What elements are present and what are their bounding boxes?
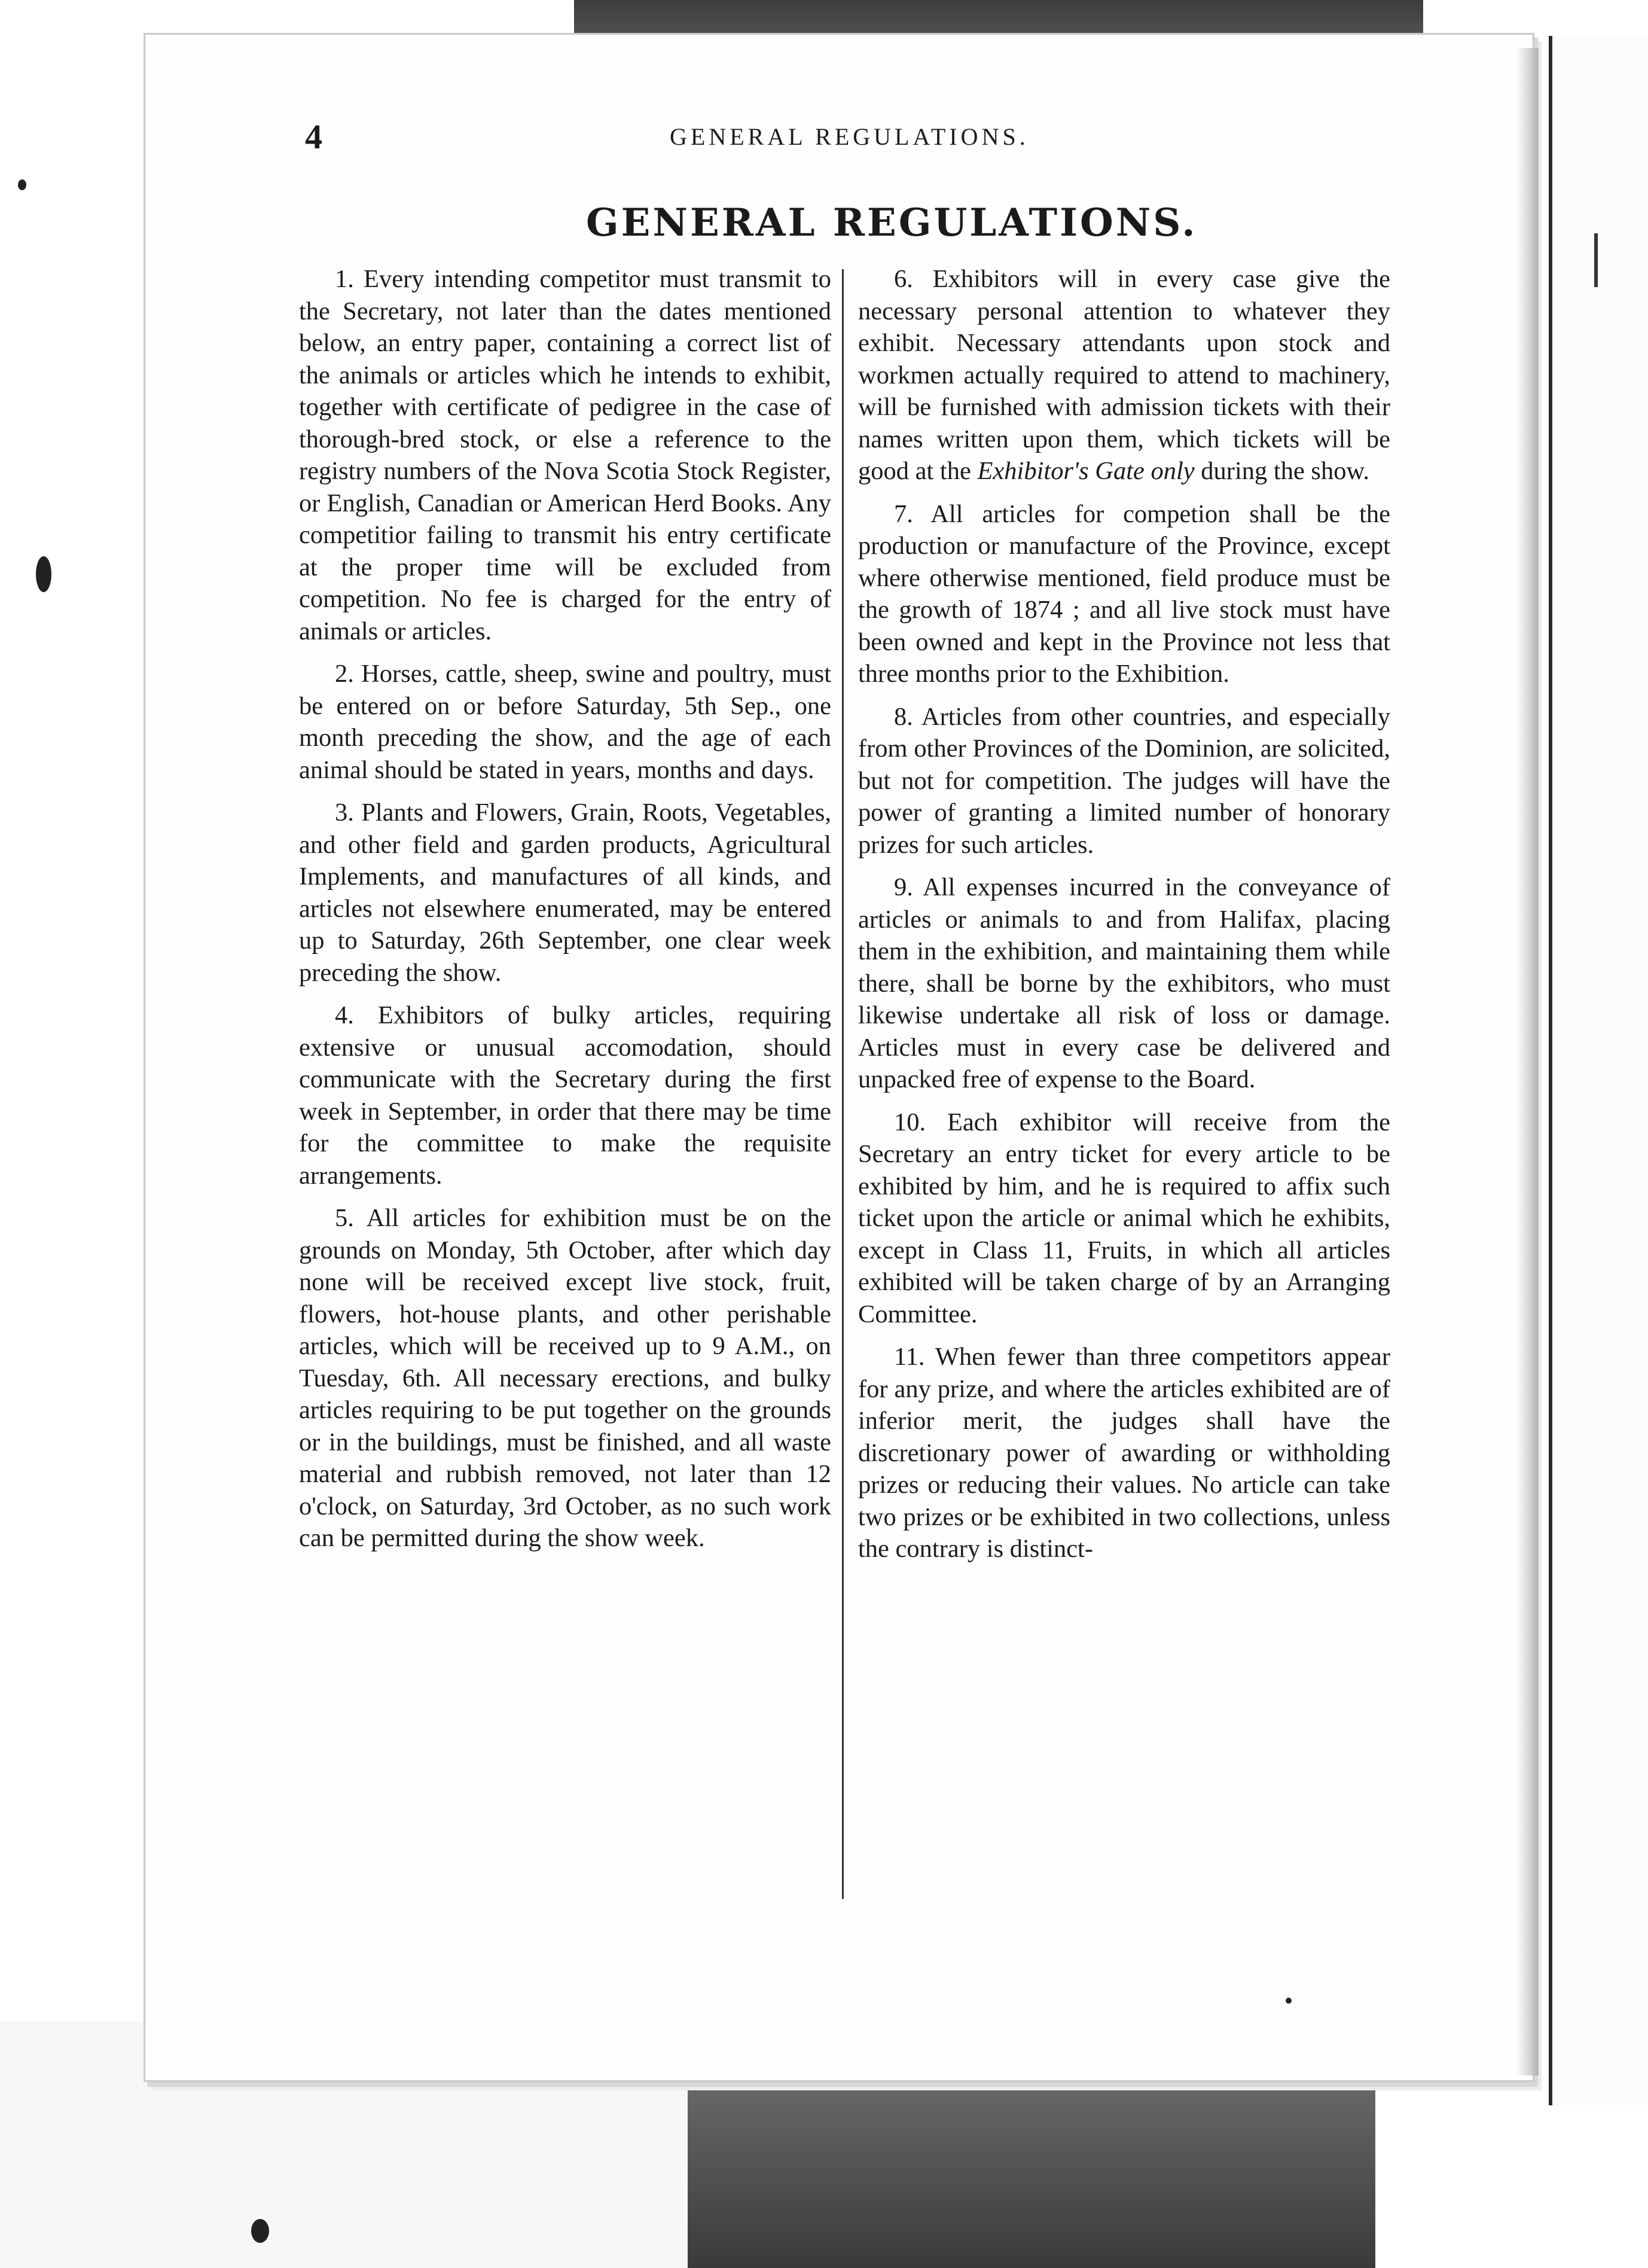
regulation-6-italic: Exhibitor's Gate only — [977, 457, 1195, 485]
running-head: GENERAL REGULATIONS. — [670, 123, 1029, 150]
scan-speck — [36, 556, 51, 592]
page-spine-shadow — [1516, 48, 1539, 2075]
regulation-10: 10. Each exhibitor will receive from the Secretary an entry ticket for every article to be exhibited by him, and he is required to affix such ticket upon the article or animal which he exhibits, except in Class 11, Fruits, in which all articles exhibited will be taken charge of by an Arranging Committee. — [858, 1108, 1390, 1328]
regulation-6-text: 6. Exhibitors will in every case give the necessary personal attention to whatever they exhibit. Necessary attendants upon stock and workmen actually required to attend to machinery, will be furnished with admission tickets with their names written upon them, which tickets will be good at the — [858, 265, 1390, 485]
left-column — [299, 263, 831, 1565]
scan-speck — [251, 2219, 269, 2243]
regulation-9: 9. All expenses incurred in the conveyance of articles or animals to and from Halifax, placing them in the exhibition, and maintaining them while there, shall be borne by the exhibitors, who must likewise undertake all risk of loss or damage. Articles must in every case be delivered and unpacked free of expense to the Board. — [858, 873, 1390, 1093]
adjacent-page-mark — [1594, 233, 1598, 287]
regulation-7: 7. All articles for competion shall be the production or manufacture of the Province, except where otherwise mentioned, field produce must be the growth of 1874 ; and all live stock must have been owned and kept in the Province not less that three months prior to the Exhibition. — [858, 499, 1390, 688]
regulation-2: 2. Horses, cattle, sheep, swine and poultry, must be entered on or before Saturday, 5th Sep., one month preceding the show, and the age of each animal should be stated in years, months and days. — [299, 660, 831, 784]
scan-speck — [18, 179, 26, 190]
page-title: GENERAL REGULATIONS. — [586, 200, 1198, 245]
regulation-3: 3. Plants and Flowers, Grain, Roots, Vegetables, and other field and garden products, Agricultural Implements, and manufactures of all kinds, and articles not elsewhere enumerated, may be entered up to Saturday, 26th September, one clear week preceding the show. — [299, 798, 831, 987]
regulation-4: 4. Exhibitors of bulky articles, requiring extensive or unusual accomodation, should communicate with the Secretary during the first week in September, in order that there may be time for the committee to make the requisite arrangements. — [299, 1001, 831, 1190]
scan-speck — [1286, 1998, 1292, 2004]
regulation-6-end: during the show. — [1194, 457, 1370, 485]
page-number: 4 — [305, 117, 322, 156]
scan-background-bottom — [688, 2075, 1375, 2268]
regulation-1: 1. Every intending competitor must transmit to the Secretary, not later than the dates mentioned below, an entry paper, containing a correct list of the animals or articles which he intends to exhibit, together with certificate of pedigree in the case of thorough-bred stock, or else a reference to the registry numbers of the Nova Scotia Stock Register, or English, Canadian or American Herd Books. Any competitior failing to transmit his entry certificate at the proper time will be excluded from competition. No fee is charged for the entry of animals or articles. — [299, 265, 831, 645]
column-divider — [842, 269, 844, 1899]
regulation-5: 5. All articles for exhibition must be on the grounds on Monday, 5th October, after which day none will be received except live stock, fruit, flowers, hot-house plants, and other perishable articles, which will be received up to 9 A.M., on Tuesday, 6th. All necessary erections, and bulky articles requiring to be put together on the grounds or in the buildings, must be finished, and all waste material and rubbish removed, not later than 12 o'clock, on Saturday, 3rd October, as no such work can be permitted during the show week. — [299, 1204, 831, 1552]
regulation-6 — [858, 263, 1390, 487]
right-column — [858, 263, 1390, 1576]
adjacent-page-edge — [1549, 36, 1648, 2105]
regulation-8: 8. Articles from other countries, and especially from other Provinces of the Dominion, are solicited, but not for competition. The judges will have the power of granting a limited number of honorary prizes for such articles. — [858, 702, 1390, 859]
regulation-11: 11. When fewer than three competitors appear for any prize, and where the articles exhibited are of inferior merit, the judges shall have the discretionary power of awarding or withholding prizes or reducing their values. No article can take two prizes or be exhibited in two collections, unless the contrary is distinct- — [858, 1343, 1390, 1563]
